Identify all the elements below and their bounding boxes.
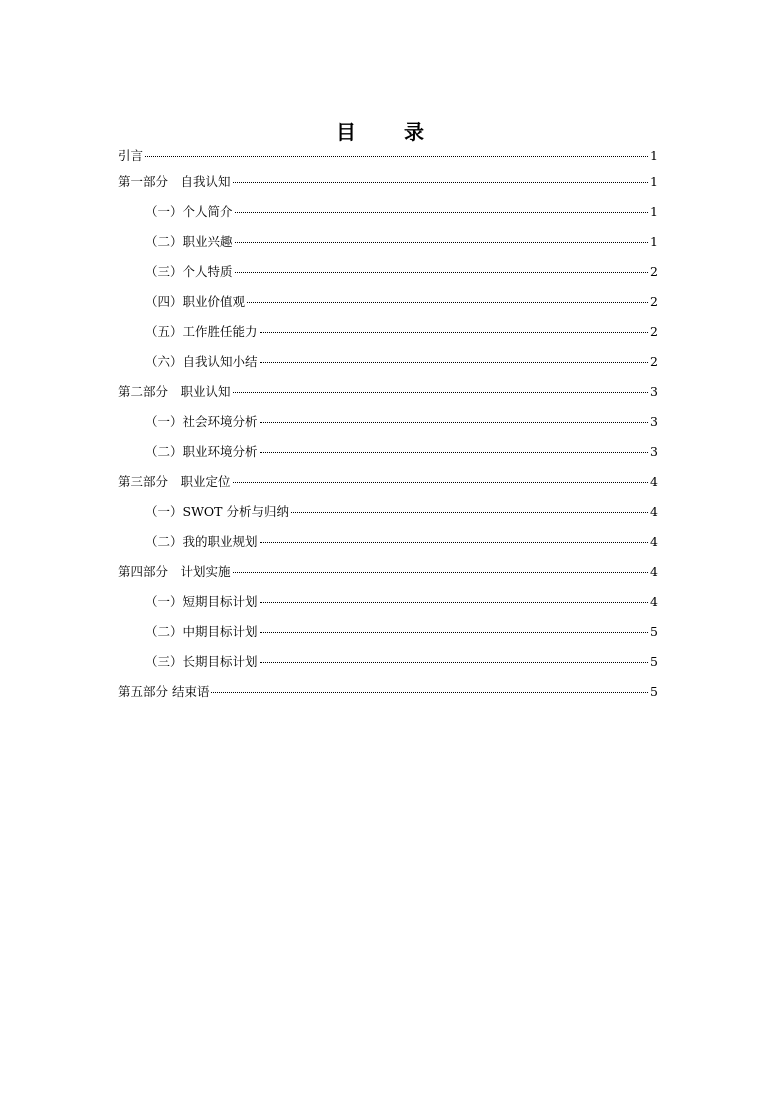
- toc-entry-label: （一）短期目标计划: [145, 594, 258, 609]
- toc-entry[interactable]: [118, 382, 658, 412]
- toc-entry-label: 第四部分 计划实施: [118, 564, 231, 579]
- dot-leader: [260, 422, 649, 423]
- dot-leader: [235, 272, 649, 273]
- toc-entry[interactable]: [118, 292, 658, 322]
- toc-entry-page: 2: [650, 294, 658, 309]
- dot-leader: [260, 662, 649, 663]
- toc-entry[interactable]: [118, 592, 658, 622]
- dot-leader: [233, 392, 649, 393]
- toc-entry-page: 1: [650, 148, 658, 163]
- toc-entry-page: 4: [650, 594, 658, 609]
- toc-entry-label: （五）工作胜任能力: [145, 324, 258, 339]
- toc-entry-page: 5: [650, 654, 658, 669]
- toc-title: 目 录: [336, 120, 438, 144]
- toc-entry-page: 4: [650, 504, 658, 519]
- toc-entry-label: （一）社会环境分析: [145, 414, 258, 429]
- toc-entry-page: 2: [650, 324, 658, 339]
- dot-leader: [235, 212, 649, 213]
- dot-leader: [260, 602, 649, 603]
- dot-leader: [260, 452, 649, 453]
- toc-entry-label: （二）中期目标计划: [145, 624, 258, 639]
- toc-entry-page: 5: [650, 624, 658, 639]
- toc-entry-page: 2: [650, 264, 658, 279]
- dot-leader: [233, 482, 649, 483]
- toc-entry[interactable]: [118, 442, 658, 472]
- toc-entry[interactable]: [118, 532, 658, 562]
- dot-leader: [233, 182, 649, 183]
- toc-entry-label: （一）个人简介: [145, 204, 233, 219]
- toc-entry-page: 3: [650, 414, 658, 429]
- toc-entry-label: （二）职业环境分析: [145, 444, 258, 459]
- toc-entry[interactable]: [118, 146, 658, 172]
- toc-entry-page: 4: [650, 534, 658, 549]
- dot-leader: [211, 692, 648, 693]
- toc-entry[interactable]: [118, 322, 658, 352]
- toc-entry[interactable]: [118, 232, 658, 262]
- toc-entry[interactable]: [118, 352, 658, 382]
- toc-entry-label: （四）职业价值观: [145, 294, 246, 309]
- toc-entry-page: 5: [650, 684, 658, 699]
- toc-entry-page: 4: [650, 474, 658, 489]
- toc-entry[interactable]: [118, 202, 658, 232]
- toc-entry-label: 引言: [118, 148, 144, 163]
- toc-entry-page: 1: [650, 204, 658, 219]
- dot-leader: [260, 362, 649, 363]
- toc-entry-label: 第二部分 职业认知: [118, 384, 231, 399]
- toc-entry-label: （六）自我认知小结: [145, 354, 258, 369]
- toc-entry[interactable]: [118, 472, 658, 502]
- toc-entry[interactable]: [118, 502, 658, 532]
- toc-entry[interactable]: [118, 412, 658, 442]
- toc-entry-page: 1: [650, 234, 658, 249]
- toc-entry-label: 第五部分 结束语: [118, 684, 210, 699]
- toc-list: [118, 146, 658, 712]
- toc-entry[interactable]: [118, 172, 658, 202]
- toc-entry[interactable]: [118, 562, 658, 592]
- toc-entry[interactable]: [118, 622, 658, 652]
- toc-entry-label: （三）长期目标计划: [145, 654, 258, 669]
- toc-entry-label: （一）SWOT 分析与归纳: [145, 504, 289, 519]
- toc-entry-page: 1: [650, 174, 658, 189]
- dot-leader: [260, 332, 649, 333]
- dot-leader: [145, 156, 648, 157]
- toc-entry-page: 2: [650, 354, 658, 369]
- dot-leader: [247, 302, 648, 303]
- toc-entry[interactable]: [118, 652, 658, 682]
- toc-entry-page: 4: [650, 564, 658, 579]
- dot-leader: [235, 242, 649, 243]
- toc-entry-label: （三）个人特质: [145, 264, 233, 279]
- toc-entry-page: 3: [650, 444, 658, 459]
- toc-entry-label: 第一部分 自我认知: [118, 174, 231, 189]
- toc-entry[interactable]: [118, 682, 658, 712]
- dot-leader: [291, 512, 648, 513]
- dot-leader: [260, 632, 649, 633]
- dot-leader: [233, 572, 649, 573]
- toc-entry-label: （二）我的职业规划: [145, 534, 258, 549]
- dot-leader: [260, 542, 649, 543]
- toc-entry-page: 3: [650, 384, 658, 399]
- toc-entry-label: （二）职业兴趣: [145, 234, 233, 249]
- toc-entry[interactable]: [118, 262, 658, 292]
- toc-entry-label: 第三部分 职业定位: [118, 474, 231, 489]
